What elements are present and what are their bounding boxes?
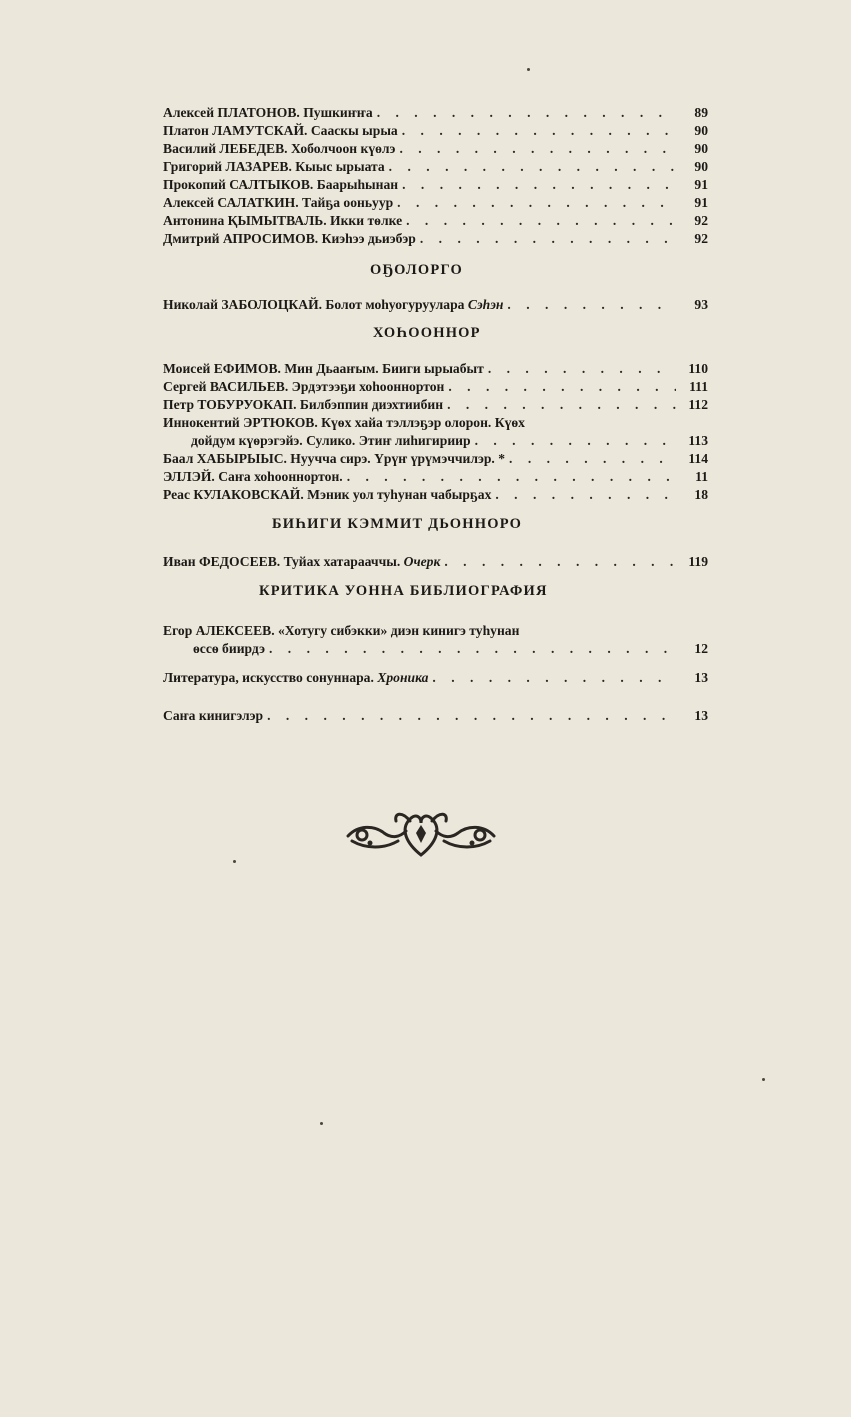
page-number: 89 [694,105,708,120]
toc-entry[interactable]: Алексей ПЛАТОНОВ. Пушкиҥҥа . . . 89 [163,104,708,122]
toc-entry[interactable]: Дмитрий АПРОСИМОВ. Киэһээ дьиэбэр . . . 92 [163,230,708,248]
toc-entry[interactable]: Прокопий САЛТЫКОВ. Баарыһынан . . . 91 [163,176,708,194]
toc-entry[interactable]: Моисей ЕФИМОВ. Мин Дьааҥым. Бииги ырыабыт . . . 110 [163,360,708,378]
toc-group-children [163,296,708,314]
toc-group-contemporaries [163,553,708,571]
speck [762,1078,765,1081]
page-number: 91 [694,177,708,192]
section-heading-criticism: КРИТИКА УОННА БИБЛИОГРАФИЯ [259,583,548,599]
toc-entry[interactable]: Платон ЛАМУТСКАЙ. Сааскы ырыа . . . 90 [163,122,708,140]
toc-entry[interactable]: Алексей САЛАТКИН. Тайҕа ооньуур . . . 91 [163,194,708,212]
genre: Хроника [377,670,429,685]
page-number: 11 [695,469,708,484]
toc-group-new-books [163,707,708,725]
toc-entry[interactable]: Николай ЗАБОЛОЦКАЙ. Болот моһуогуруулара Сэһэн . . . 93 [163,296,708,314]
toc-group-poems-2 [163,360,708,504]
toc-entry-multiline[interactable]: Егор АЛЕКСЕЕВ. «Хотугу сибэкки» диэн кинигэ туһунан ѳссѳ биирдэ . . . 12 [163,622,708,658]
page-number: 90 [694,141,708,156]
page-number: 112 [688,397,708,412]
toc-entry[interactable]: Петр ТОБУРУОКАП. Билбэппин диэхтиибин . . . 112 [163,396,708,414]
toc-entry[interactable]: Саҥа кинигэлэр . . . 13 [163,707,708,725]
page-number: 90 [694,123,708,138]
page-number: 114 [688,451,708,466]
page-number: 93 [694,297,708,312]
page-number: 92 [694,213,708,228]
translator: Сэһэн [467,297,504,312]
page-number: 18 [694,487,708,502]
toc-group-criticism [163,622,708,658]
page-number: 110 [688,361,708,376]
page-number: 12 [694,641,708,656]
toc-entry[interactable]: Григорий ЛАЗАРЕВ. Кыыс ырыата . . . 90 [163,158,708,176]
speck [233,860,236,863]
toc-entry[interactable]: Реас КУЛАКОВСКАЙ. Мэник уол туһунан чабырҕах . . . 18 [163,486,708,504]
section-heading-poems: ХОҺООННОР [373,325,481,341]
page-number: 113 [688,433,708,448]
toc-entry-multiline[interactable]: Иннокентий ЭРТЮКОВ. Күѳх хайа тэллэҕэр олорон. Күѳх дойдум күѳрэгэйэ. Сулико. Этиҥ лиһигириир . . . 113 [163,414,708,450]
toc-entry[interactable]: Литература, искусство сонуннара. Хроника . . . 13 [163,669,708,687]
speck [527,68,530,71]
page-number: 92 [694,231,708,246]
toc-entry[interactable]: Баал ХАБЫРЫЫС. Нуучча сирэ. Үрүҥ үрүмэччилэр. * . . . 114 [163,450,708,468]
toc-entry[interactable]: ЭЛЛЭЙ. Саҥа хоһооннортон. . . . 11 [163,468,708,486]
page-number: 111 [689,379,708,394]
speck [320,1122,323,1125]
toc-entry[interactable]: Иван ФЕДОСЕЕВ. Туйах хатарааччы. Очерк . . . 119 [163,553,708,571]
ornament-icon [340,803,502,863]
page-number: 90 [694,159,708,174]
toc-group-chronicle [163,669,708,687]
toc-group-poems-1 [163,104,708,248]
page-number: 13 [694,708,708,723]
page-number: 91 [694,195,708,210]
page-number: 13 [694,670,708,685]
genre: Очерк [403,554,441,569]
toc-entry[interactable]: Сергей ВАСИЛЬЕВ. Эрдэтээҕи хоһооннортон . . . 111 [163,378,708,396]
section-heading-contemporaries: БИҺИГИ КЭММИТ ДЬОННОРО [272,516,523,532]
toc-entry[interactable]: Антонина ҚЫМЫТВАЛЬ. Икки тѳлке . . . 92 [163,212,708,230]
toc-entry[interactable]: Василий ЛЕБЕДЕВ. Хоболчоон күөлэ . . . 90 [163,140,708,158]
section-heading-children: ОҔОЛОРГО [370,262,463,278]
page-number: 119 [688,554,708,569]
